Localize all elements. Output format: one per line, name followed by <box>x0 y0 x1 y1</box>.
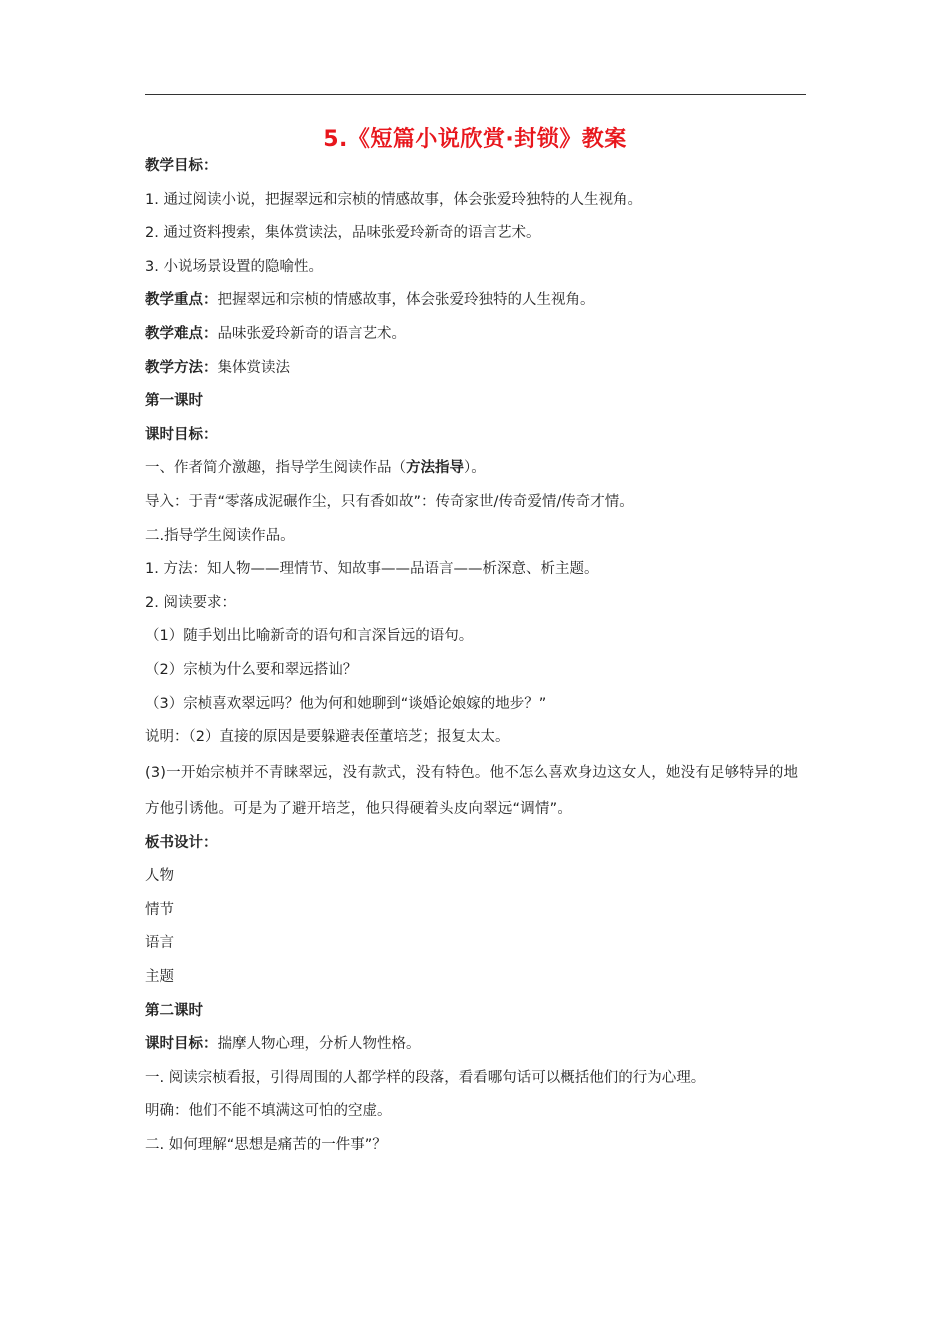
goal-item: 3. 小说场景设置的隐喻性。 <box>145 258 323 275</box>
key-label: 教学重点： <box>145 292 218 309</box>
key-point <box>145 284 810 318</box>
header-rule <box>145 94 806 95</box>
lesson1-note: 说明：（2）直接的原因是要躲避表侄董培芝；报复太太。 <box>145 729 510 746</box>
board-item: 主题 <box>145 969 174 986</box>
lesson1-q1: （1）随手划出比喻新奇的语句和言深旨远的语句。 <box>145 628 474 645</box>
difficulty-label: 教学难点： <box>145 325 218 342</box>
lesson1-method: 1. 方法：知人物——理情节、知故事——品语言——析深意、析主题。 <box>145 561 599 578</box>
goal-item: 1. 通过阅读小说，把握翠远和宗桢的情感故事，体会张爱玲独特的人生视角。 <box>145 191 642 208</box>
lesson2-answer: 明确：他们不能不填满这可怕的空虚。 <box>145 1103 392 1120</box>
lesson1-goal-heading: 课时目标： <box>145 426 218 443</box>
lesson1-note3: (3)一开始宗桢并不青睐翠远，没有款式，没有特色。他不怎么喜欢身边这女人，她没有足够特异的地方他引诱他。可是为了避开培芝，他只得硬着头皮向翠远“调情”。 <box>145 764 799 817</box>
board-heading: 板书设计： <box>145 834 218 851</box>
lesson2-goal-label: 课时目标： <box>145 1036 218 1053</box>
method <box>145 352 810 386</box>
key-text: 把握翠远和宗桢的情感故事，体会张爱玲独特的人生视角。 <box>217 292 595 309</box>
method-label: 教学方法： <box>145 359 218 376</box>
lesson1-q2: （2）宗桢为什么要和翠远搭讪？ <box>145 661 358 678</box>
item1-post: ）。 <box>464 460 486 477</box>
board-item: 语言 <box>145 935 174 952</box>
board-item: 人物 <box>145 868 174 885</box>
method-text: 集体赏读法 <box>217 359 290 376</box>
goals-heading: 教学目标： <box>145 158 218 174</box>
lesson1-item1 <box>145 452 810 486</box>
lesson2-heading: 第二课时 <box>145 1002 203 1019</box>
lesson1-heading: 第一课时 <box>145 393 203 410</box>
goal-item: 2. 通过资料搜索，集体赏读法，品味张爱玲新奇的语言艺术。 <box>145 225 541 242</box>
item1-bold: 方法指导 <box>406 460 464 477</box>
lesson2-item2: 二. 如何理解“思想是痛苦的一件事”？ <box>145 1137 387 1154</box>
lesson1-item2: 二.指导学生阅读作品。 <box>145 527 295 544</box>
lesson2-goal <box>145 1028 810 1062</box>
document-body <box>145 150 810 1163</box>
difficulty <box>145 318 810 352</box>
lesson1-q3: （3）宗桢喜欢翠远吗？他为何和她聊到“谈婚论娘嫁的地步？” <box>145 695 547 712</box>
document-title: 5.《短篇小说欣赏·封锁》教案 <box>323 127 627 152</box>
board-item: 情节 <box>145 901 174 918</box>
lesson2-item1: 一. 阅读宗桢看报，引得周围的人都学样的段落，看看哪句话可以概括他们的行为心理。 <box>145 1069 706 1086</box>
lesson1-req: 2. 阅读要求： <box>145 594 236 611</box>
difficulty-text: 品味张爱玲新奇的语言艺术。 <box>217 325 406 342</box>
lesson1-intro: 导入：于青“零落成泥碾作尘，只有香如故”：传奇家世/传奇爱情/传奇才情。 <box>145 493 634 510</box>
lesson2-goal-text: 揣摩人物心理，分析人物性格。 <box>217 1036 421 1053</box>
item1-pre: 一、作者简介激趣，指导学生阅读作品（ <box>145 460 406 477</box>
